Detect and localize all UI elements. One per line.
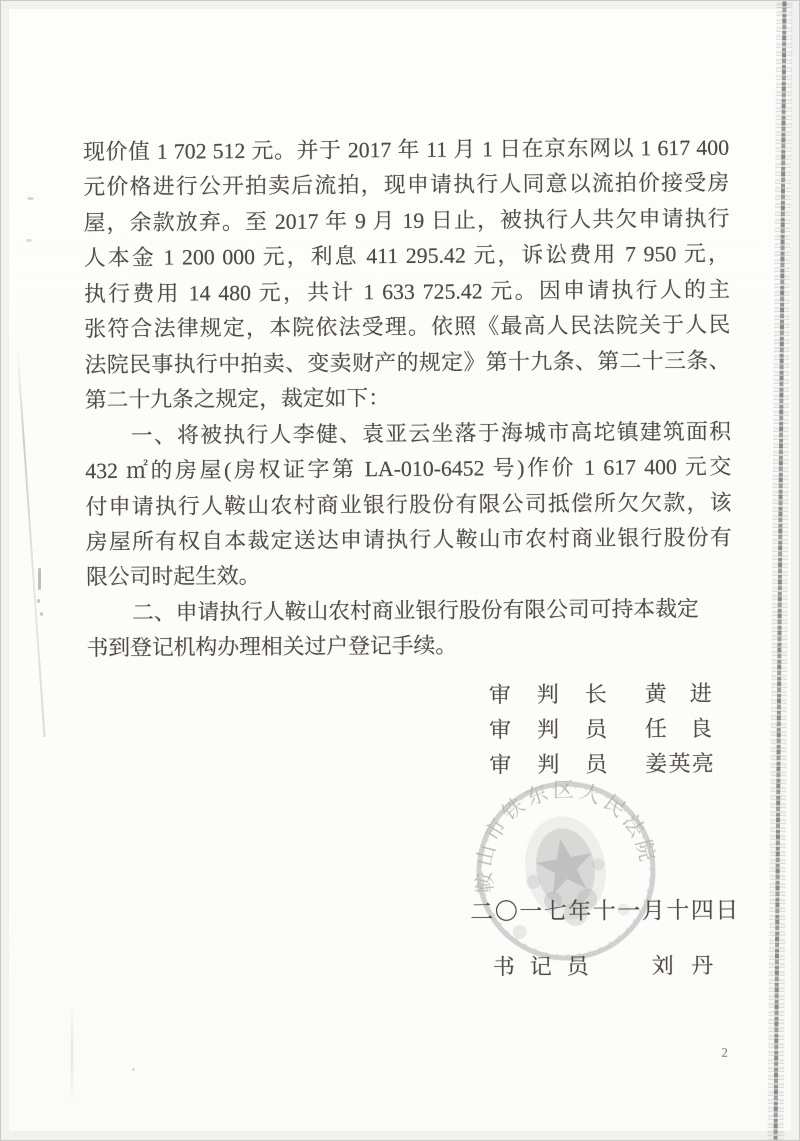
body-text	[83, 131, 733, 667]
signature-role: 审判员	[489, 751, 634, 778]
body-line-ruling-item-1: 一、将被执行人李健、袁亚云坐落于海城市高坨镇建筑面积	[130, 419, 732, 448]
body-line: 人本金 1 200 000 元，利息 411 295.42 元，诉讼费用 7 950 元，	[83, 242, 730, 271]
signature-name: 姜英亮	[645, 751, 716, 777]
signature-role: 审判员	[489, 716, 634, 743]
body-line: 元价格进行公开拍卖后流拍，现申请执行人同意以流拍价接受房	[83, 171, 730, 200]
body-line: 限公司时起生效。	[85, 564, 261, 590]
signature-name: 任良	[644, 715, 736, 742]
page-number: 2	[721, 1044, 728, 1060]
seal-arc-text: 鞍山市铁东区人民法院	[471, 777, 661, 895]
clerk-name: 刘丹	[651, 952, 731, 979]
body-line: 张符合法律规定，本院依法受理。依照《最高人民法院关于人民	[84, 312, 731, 342]
signature-role: 审判长	[488, 681, 633, 708]
signature-row	[489, 746, 735, 783]
signature-row	[489, 676, 735, 713]
body-line-ruling-item-2: 二、申请执行人鞍山农村商业银行股份有限公司可持本裁定	[131, 596, 699, 625]
body-line: 付申请执行人鞍山农村商业银行股份有限公司抵偿所欠欠款，该	[85, 490, 732, 519]
clerk-row	[493, 949, 731, 982]
date-line: 二〇一七年十一月十四日	[470, 897, 740, 925]
signature-block	[489, 676, 736, 783]
body-line: 432 ㎡的房屋(房权证字第 LA-010-6452 号)作价 1 617 400 元交	[85, 454, 732, 484]
clerk-role: 书记员	[492, 953, 604, 980]
body-line: 屋，余款放弃。至 2017 年 9 月 19 日止，被执行人共欠申请执行	[83, 206, 730, 236]
signature-name: 黄进	[644, 680, 736, 707]
signature-row	[489, 711, 735, 748]
body-line: 现价值 1 702 512 元。并于 2017 年 11 月 1 日在京东网以 1 617 400	[82, 135, 730, 165]
body-line: 房屋所有权自本裁定送达申请执行人鞍山市农村商业银行股份有	[85, 525, 732, 555]
body-line: 法院民事执行中拍卖、变卖财产的规定》第十九条、第二十三条、	[84, 348, 731, 377]
body-line: 第二十九条之规定，裁定如下：	[84, 386, 391, 413]
body-line: 执行费用 14 480 元，共计 1 633 725.42 元。因申请执行人的主	[83, 277, 731, 307]
body-line: 书到登记机构办理相关过户登记手续。	[86, 633, 458, 661]
